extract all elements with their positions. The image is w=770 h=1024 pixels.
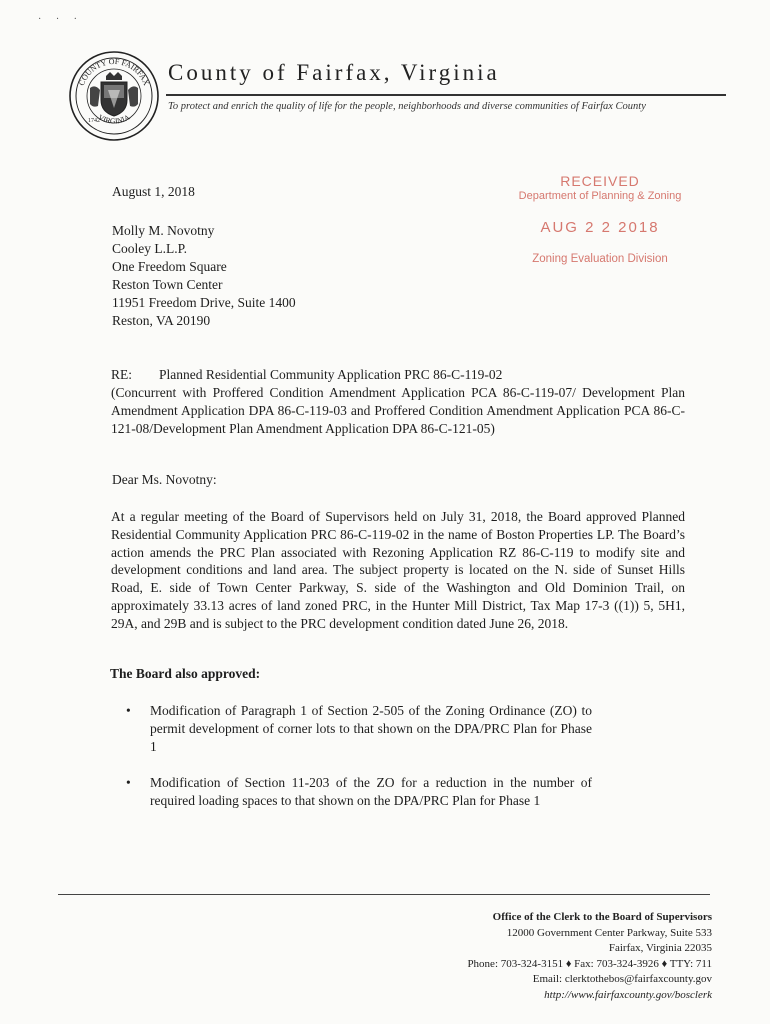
list-item: [126, 774, 592, 810]
address-line: Reston, VA 20190: [112, 313, 211, 328]
org-title: County of Fairfax, Virginia: [168, 60, 500, 85]
footer-office: Office of the Clerk to the Board of Supervisors: [492, 911, 712, 923]
re-block: [111, 366, 685, 438]
re-detail: (Concurrent with Proffered Condition Amendment Application PCA 86-C-119-07/ Development Plan Amendment Application DPA 86-C-119-03 and Proffered Condition Amendment Application PCA 86-C-121-08/Development Plan Amendment Application DPA 86-C-121-05): [111, 385, 685, 436]
org-tagline: To protect and enrich the quality of life for the people, neighborhoods and diverse communities of Fairfax County: [168, 101, 646, 112]
address-line: Cooley L.L.P.: [112, 241, 188, 256]
stamp-department: Department of Planning & Zoning: [518, 190, 682, 202]
address-line: Reston Town Center: [112, 277, 223, 292]
list-item-text: Modification of Paragraph 1 of Section 2-505 of the Zoning Ordinance (ZO) to permit development of corner lots to that shown on the DPA/PRC Plan for Phase 1: [150, 703, 592, 754]
letter-date: August 1, 2018: [112, 184, 195, 199]
stamp-received: RECEIVED: [560, 173, 640, 189]
approval-list: [126, 702, 592, 828]
re-subject: Planned Residential Community Application PRC 86-C-119-02: [159, 367, 503, 382]
address-line: One Freedom Square: [112, 259, 227, 274]
seal-year: 1742: [88, 118, 100, 124]
stamp-date: AUG 2 2 2018: [540, 219, 660, 236]
header-rule: [166, 94, 726, 96]
footer-city: Fairfax, Virginia 22035: [608, 942, 712, 954]
also-approved-heading: The Board also approved:: [110, 666, 261, 681]
footer-rule: [58, 894, 710, 895]
footer-phones: Phone: 703-324-3151 ♦ Fax: 703-324-3926 ♦ TTY: 711: [467, 957, 712, 970]
seal-bottom-text: VIRGINIA: [96, 112, 132, 126]
recipient-address: [112, 222, 296, 330]
address-line: 11951 Freedom Drive, Suite 1400: [112, 295, 296, 310]
seal-top-text: COUNTY OF FAIRFAX: [76, 56, 152, 87]
stamp-division: Zoning Evaluation Division: [532, 253, 668, 265]
re-label: RE:: [111, 367, 133, 382]
body-paragraph: At a regular meeting of the Board of Supervisors held on July 31, 2018, the Board approved Planned Residential Community Application PRC 86-C-119-02 in the name of Boston Properties LP. The Board’s action amends the PRC Plan associated with Rezoning Application RZ 86-C-119 to modify site and development conditions and land area. The subject property is located on the N. side of Sunset Hills Road, E. side of Town Center Parkway, S. side of the Washington and Old Dominion Trail, on approximately 33.13 acres of land zoned PRC, in the Hunter Mill District, Tax Map 17-3 ((1)) 5, 5H1, 29A, and 29B and is subject to the PRC development condition dated June 26, 2018.: [111, 509, 685, 631]
footer-email[interactable]: Email: clerktothebos@fairfaxcounty.gov: [532, 973, 712, 985]
scan-specks: · · ·: [38, 14, 83, 25]
salutation: Dear Ms. Novotny:: [112, 472, 217, 487]
list-item: [126, 702, 592, 756]
county-seal-icon: [68, 50, 160, 142]
bullet-icon: •: [126, 775, 131, 790]
footer-website-link[interactable]: http://www.fairfaxcounty.gov/bosclerk: [544, 988, 712, 1001]
bullet-icon: •: [126, 703, 131, 718]
address-line: Molly M. Novotny: [112, 223, 215, 238]
list-item-text: Modification of Section 11-203 of the ZO for a reduction in the number of required loading spaces to that shown on the DPA/PRC Plan for Phase 1: [150, 775, 592, 808]
received-stamp: [500, 173, 700, 265]
footer-contact: [467, 910, 712, 1003]
footer-street: 12000 Government Center Parkway, Suite 533: [506, 926, 712, 939]
